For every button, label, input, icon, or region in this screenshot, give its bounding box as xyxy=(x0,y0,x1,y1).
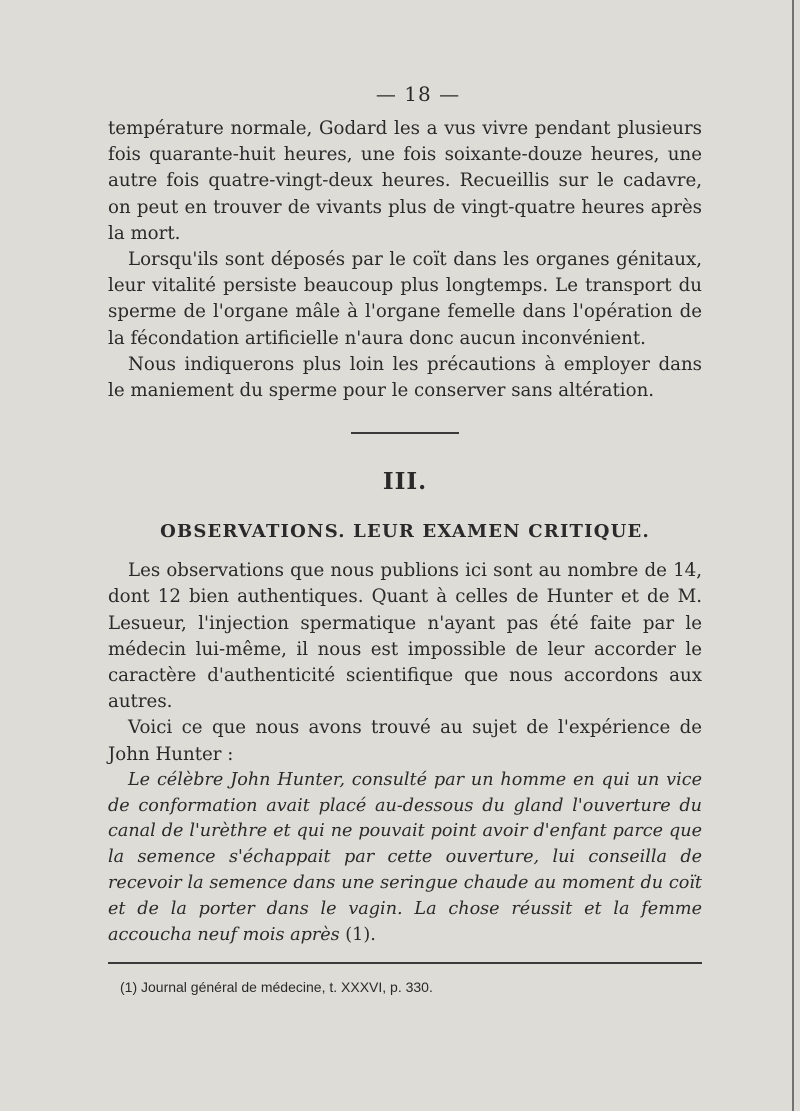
footnote: (1) Journal général de médecine, t. XXXVI, p. 330. xyxy=(120,978,433,995)
page-content xyxy=(108,82,702,996)
footnote-divider xyxy=(108,962,702,964)
hunter-quote-text: Le célèbre John Hunter, consulté par un homme en qui un vice de conformation avait placé au-dessous du gland l'ouverture du canal de l'urèthre et qui ne pouvait point avoir d'enfant parce que la semence s'échappait par cette ouverture, lui conseilla de recevoir la semence dans une seringue chaude au moment du coït et de la porter dans le vagin. La chose réussit et la femme accoucha neuf mois après xyxy=(108,769,702,945)
section-title: OBSERVATIONS. LEUR EXAMEN CRITIQUE. xyxy=(160,521,650,543)
footnote-reference: (1). xyxy=(339,924,376,945)
body-paragraph-1: température normale, Godard les a vus vivre pendant plusieurs fois quarante-huit heures, une fois soixante-douze heures, une autre fois quatre-vingt-deux heures. Recueillis sur le cadavre, on peut en trouver de vivants plus de vingt-quatre heures après la mort. xyxy=(108,118,702,244)
section-number: III. xyxy=(382,468,428,496)
section-paragraph-1: Les observations que nous publions ici sont au nombre de 14, dont 12 bien authentiques. Quant à celles de Hunter et de M. Lesueur, l'injection spermatique n'ayant pas été faite par le médecin lui-même, il nous est impossible de leur accorder le caractère d'authenticité scientifique que nous accordons aux autres. xyxy=(108,560,702,713)
section-paragraph-2: Voici ce que nous avons trouvé au sujet de l'expérience de John Hunter : xyxy=(108,717,702,765)
body-paragraph-2: Lorsqu'ils sont déposés par le coït dans les organes génitaux, leur vitalité persiste beaucoup plus longtemps. Le transport du sperme de l'organe mâle à l'organe femelle dans l'opération de la fécondation artificielle n'aura donc aucun inconvénient. xyxy=(108,249,702,349)
body-paragraph-3: Nous indiquerons plus loin les précautions à employer dans le maniement du sperme pour le conserver sans altération. xyxy=(108,353,702,402)
page-number: — 18 — xyxy=(375,82,461,106)
hunter-quote xyxy=(108,768,702,949)
section-divider xyxy=(351,432,459,434)
page-edge xyxy=(792,0,794,1111)
